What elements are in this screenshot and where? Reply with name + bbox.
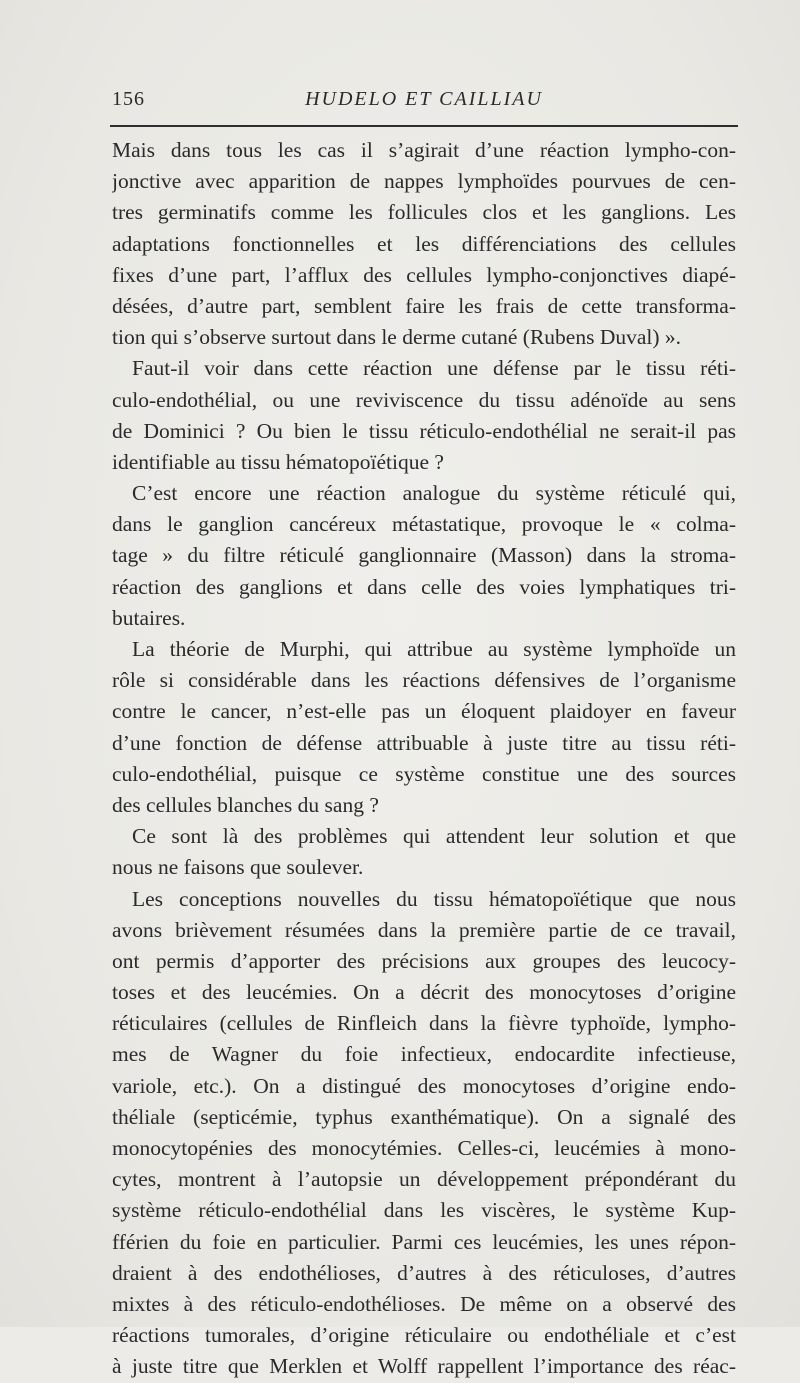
text-line: C’est encore une réaction analogue du système réticulé qui, [132,481,736,506]
text-line: monocytopénies des monocytémies. Celles-ci, leucémies à mono- [112,1136,736,1160]
text-line: système réticulo-endothélial dans les viscères, le système Kup- [112,1198,736,1223]
text-line: Ce sont là des problèmes qui attendent leur solution et que [132,824,736,849]
text-line: réactions tumorales, d’origine réticulaire ou endothéliale et c’est [112,1323,736,1348]
text-line: butaires. [112,605,186,630]
text-line: identifiable au tissu hématopoïétique ? [112,449,444,474]
text-line: ont permis d’apporter des précisions aux groupes des leucocy- [112,948,736,973]
text-line: tage » du filtre réticulé ganglionnaire (Masson) dans la stroma- [112,543,736,568]
text-line: réaction des ganglions et dans celle des voies lymphatiques tri- [112,574,736,599]
text-line: mixtes à des réticulo-endothélioses. De même on a observé des [112,1291,736,1316]
text-line: variole, etc.). On a distingué des monocytoses d’origine endo- [112,1073,736,1098]
text-line: Les conceptions nouvelles du tissu hématopoïétique que nous [132,886,736,911]
text-line: Faut-il voir dans cette réaction une défense par le tissu réti- [132,356,736,381]
text-line: fférien du foie en particulier. Parmi ces leucémies, les unes répon- [112,1229,736,1254]
text-line: tion qui s’observe surtout dans le derme cutané (Rubens Duval) ». [112,325,682,350]
text-line: dans le ganglion cancéreux métastatique, provoque le « colma- [112,512,736,537]
text-line: des cellules blanches du sang ? [112,792,379,817]
text-line: mes de Wagner du foie infectieux, endocardite infectieuse, [112,1042,736,1067]
text-line: La théorie de Murphi, qui attribue au système lymphoïde un [132,637,736,661]
header-rule [110,125,738,127]
text-line: tres germinatifs comme les follicules clos et les ganglions. Les [112,200,736,225]
text-line: culo-endothélial, puisque ce système constitue une des sources [112,761,736,786]
text-line: nous ne faisons que soulever. [112,855,364,880]
text-line: de Dominici ? Ou bien le tissu réticulo-endothélial ne serait-il pas [112,418,736,443]
running-head: HUDELO ET CAILLIAU [305,88,543,110]
text-line: cytes, montrent à l’autopsie un développement prépondérant du [112,1167,736,1192]
text-line: toses et des leucémies. On a décrit des monocytoses d’origine [112,980,736,1005]
text-line: avons brièvement résumées dans la première partie de ce travail, [112,917,736,942]
text-line: fixes d’une part, l’afflux des cellules lympho-conjonctives diapé- [112,262,736,287]
text-line: adaptations fonctionnelles et les différenciations des cellules [112,231,736,256]
text-line: rôle si considérable dans les réactions défensives de l’organisme [112,668,736,693]
text-line: Mais dans tous les cas il s’agirait d’une réaction lympho-con- [112,138,736,162]
text-line: jonctive avec apparition de nappes lymphoïdes pourvues de cen- [112,169,736,194]
text-line: d’une fonction de défense attribuable à juste titre au tissu réti- [112,730,736,755]
page-header [112,88,736,118]
page-number: 156 [112,88,145,110]
text-line: réticulaires (cellules de Rinfleich dans la fièvre typhoïde, lympho- [112,1011,736,1036]
text-line: culo-endothélial, ou une reviviscence du tissu adénoïde au sens [112,387,736,412]
body-text [112,135,736,1383]
text-line: théliale (septicémie, typhus exanthématique). On a signalé des [112,1104,736,1129]
text-line: draient à des endothélioses, d’autres à des réticuloses, d’autres [112,1260,736,1285]
text-line: désées, d’autre part, semblent faire les frais de cette transforma- [112,293,736,318]
text-line: contre le cancer, n’est-elle pas un éloquent plaidoyer en faveur [112,699,736,724]
text-line: à juste titre que Merklen et Wolff rappellent l’importance des réac- [112,1354,736,1379]
